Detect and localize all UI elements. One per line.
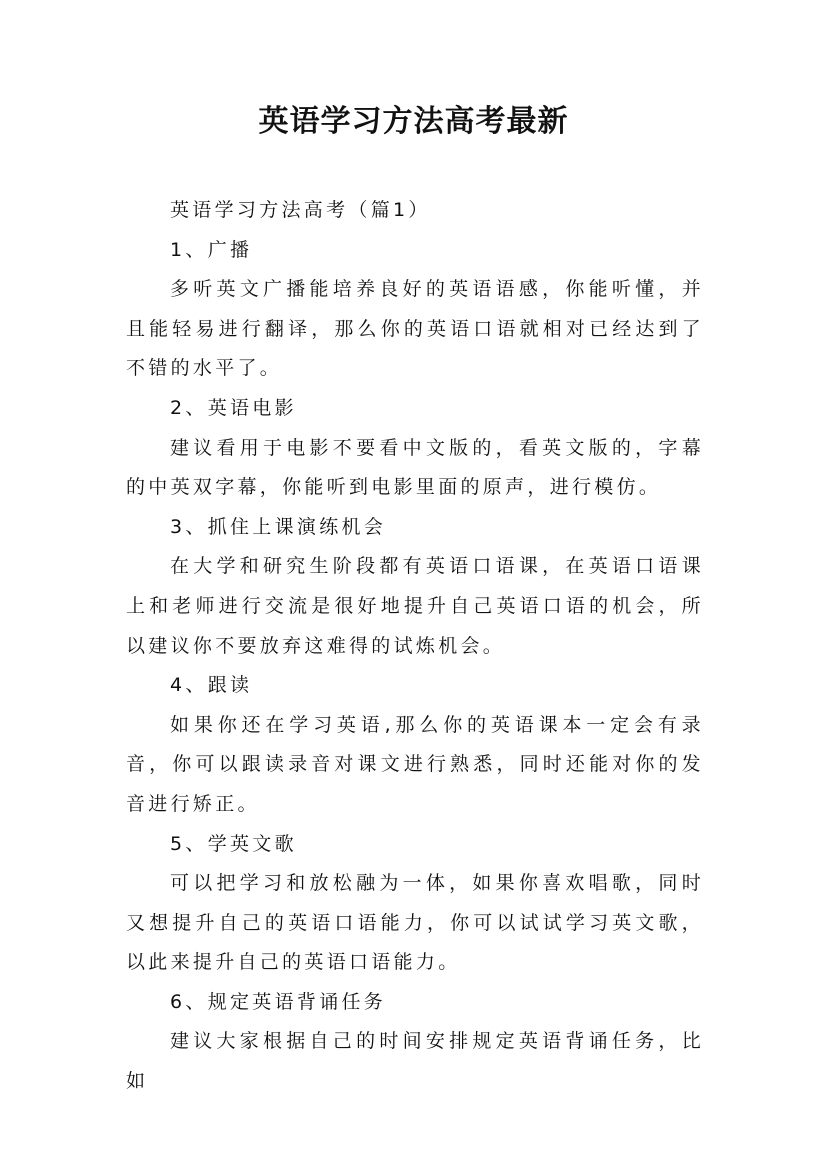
item-heading: 2、英语电影	[170, 396, 297, 419]
section-heading: 英语学习方法高考（篇1）	[170, 199, 431, 221]
body-paragraph: 在大学和研究生阶段都有英语口语课，在英语口语课上和老师进行交流是很好地提升自己英语口语的机会，所以建议你不要放弃这难得的试炼机会。	[126, 555, 704, 657]
body-paragraph: 建议看用于电影不要看中文版的，看英文版的，字幕的中英双字幕，你能听到电影里面的原声，进行模仿。	[126, 436, 704, 499]
body-paragraph: 建议大家根据自己的时间安排规定英语背诵任务，比如	[126, 1030, 704, 1093]
document-body	[126, 191, 704, 1102]
document-title: 英语学习方法高考最新	[258, 104, 569, 139]
item-heading: 4、跟读	[170, 674, 253, 697]
item-heading: 1、广播	[170, 238, 253, 261]
item-heading: 3、抓住上课演练机会	[170, 515, 387, 538]
body-paragraph: 可以把学习和放松融为一体，如果你喜欢唱歌，同时又想提升自己的英语口语能力，你可以试试学习英文歌，以此来提升自己的英语口语能力。	[126, 872, 704, 974]
body-paragraph: 如果你还在学习英语,那么你的英语课本一定会有录音，你可以跟读录音对课文进行熟悉，同时还能对你的发音进行矫正。	[126, 713, 704, 815]
item-heading: 6、规定英语背诵任务	[170, 990, 387, 1013]
item-heading: 5、学英文歌	[170, 832, 297, 855]
body-paragraph: 多听英文广播能培养良好的英语语感，你能听懂，并且能轻易进行翻译，那么你的英语口语就相对已经达到了不错的水平了。	[126, 278, 704, 380]
